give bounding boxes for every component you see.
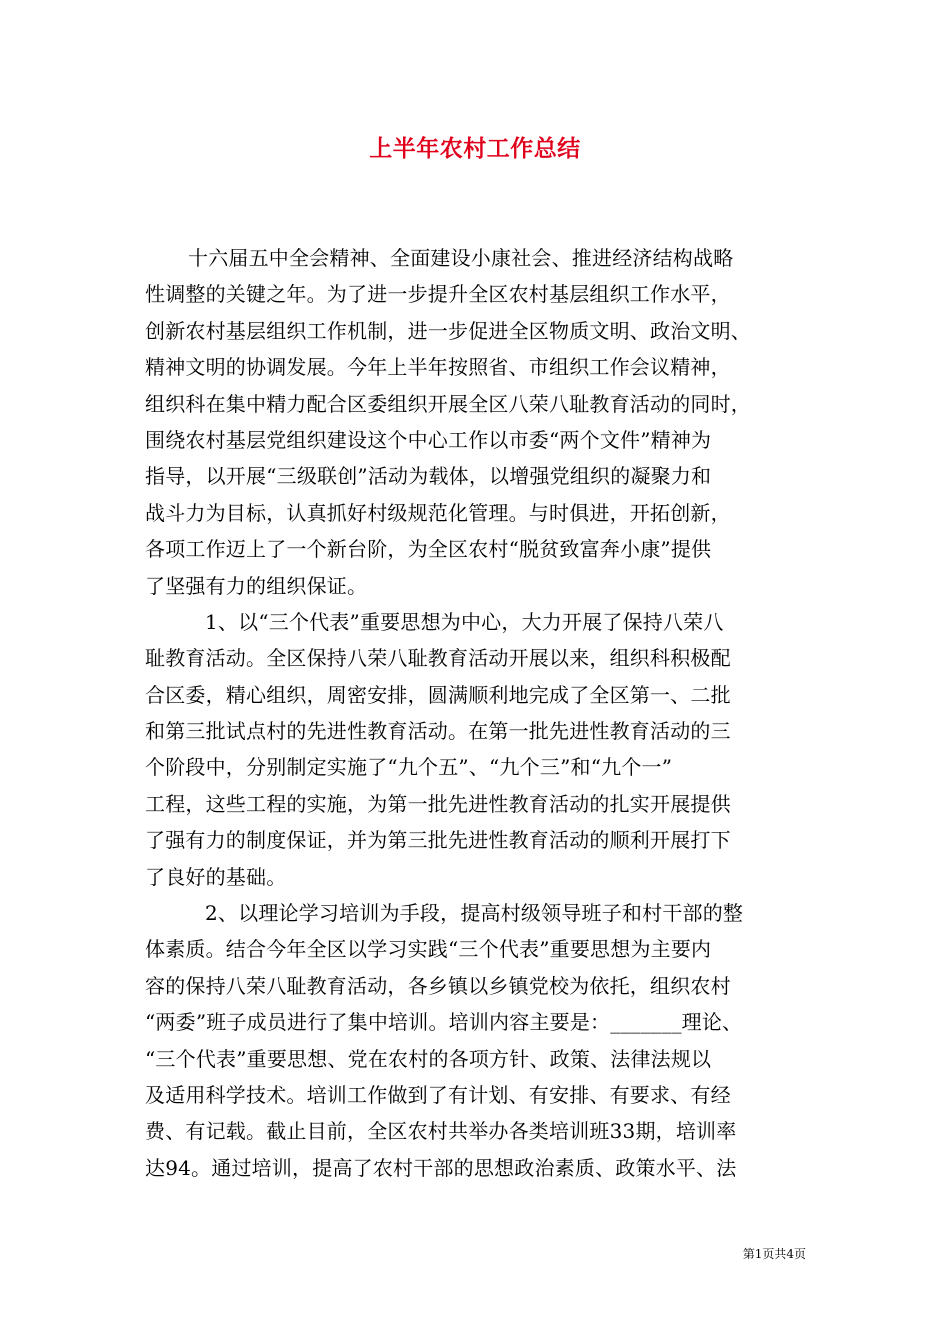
paragraph-line: 各项工作迈上了一个新台阶，为全区农村“脱贫致富奔小康”提供 xyxy=(145,537,712,562)
paragraph-line: 2、以理论学习培训为手段，提高村级领导班子和村干部的整 xyxy=(205,901,744,926)
paragraph-line: 合区委，精心组织，周密安排，圆满顺利地完成了全区第一、二批 xyxy=(145,682,731,707)
document-body xyxy=(145,240,807,1186)
paragraph-line: 精神文明的协调发展。今年上半年按照省、市组织工作会议精神， xyxy=(145,355,731,380)
paragraph-line: 及适用科学技术。培训工作做到了有计划、有安排、有要求、有经 xyxy=(145,1082,731,1107)
paragraph-line: 指导，以开展“三级联创”活动为载体，以增强党组织的凝聚力和 xyxy=(145,464,712,489)
paragraph-line: 了良好的基础。 xyxy=(145,864,287,889)
paragraph-line: 战斗力为目标，认真抓好村级规范化管理。与时俱进，开拓创新， xyxy=(145,500,731,525)
paragraph-line: 体素质。结合今年全区以学习实践“三个代表”重要思想为主要内 xyxy=(145,937,712,962)
paragraph-line: 1、以“三个代表”重要思想为中心，大力开展了保持八荣八 xyxy=(205,609,724,634)
paragraph-line: 组织科在集中精力配合区委组织开展全区八荣八耻教育活动的同时， xyxy=(145,391,751,416)
paragraph-line: 围绕农村基层党组织建设这个中心工作以市委“两个文件”精神为 xyxy=(145,427,712,452)
paragraph-line: 十六届五中全会精神、全面建设小康社会、推进经济结构战略 xyxy=(188,246,734,270)
paragraph-line: 工程，这些工程的实施，为第一批先进性教育活动的扎实开展提供 xyxy=(145,791,731,816)
paragraph-line: “三个代表”重要思想、党在农村的各项方针、政策、法律法规以 xyxy=(145,1046,712,1071)
paragraph-line: 费、有记载。截止目前，全区农村共举办各类培训班33期，培训率 xyxy=(145,1119,737,1144)
paragraph-line: 达94。通过培训，提高了农村干部的思想政治素质、政策水平、法 xyxy=(145,1155,737,1180)
paragraph-line: “两委”班子成员进行了集中培训。培训内容主要是：_______理论、 xyxy=(145,1010,743,1035)
paragraph-line: 了坚强有力的组织保证。 xyxy=(145,573,368,598)
paragraph-line: 和第三批试点村的先进性教育活动。在第一批先进性教育活动的三 xyxy=(145,719,731,744)
page-number: 第1页共4页 xyxy=(742,1247,806,1261)
paragraph-line: 了强有力的制度保证，并为第三批先进性教育活动的顺利开展打下 xyxy=(145,828,731,853)
paragraph-line: 容的保持八荣八耻教育活动，各乡镇以乡镇党校为依托，组织农村 xyxy=(145,973,731,998)
paragraph-line: 个阶段中，分别制定实施了“九个五”、“九个三”和“九个一” xyxy=(145,755,673,780)
paragraph-line: 耻教育活动。全区保持八荣八耻教育活动开展以来，组织科积极配 xyxy=(145,646,731,671)
paragraph-line: 创新农村基层组织工作机制，进一步促进全区物质文明、政治文明、 xyxy=(145,318,751,343)
paragraph-line: 性调整的关键之年。为了进一步提升全区农村基层组织工作水平， xyxy=(145,282,731,307)
document-title: 上半年农村工作总结 xyxy=(369,135,581,162)
